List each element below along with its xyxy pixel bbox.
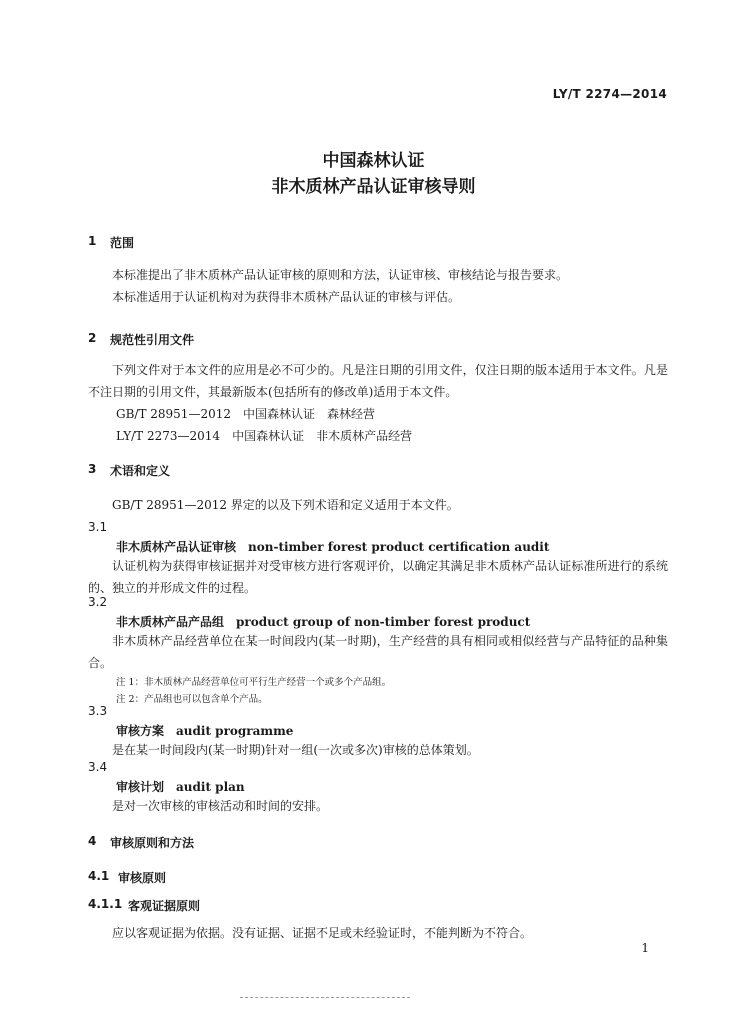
- section-3-body: [88, 494, 668, 516]
- term-definition: 认证机构为获得审核证据并对受审核方进行客观评价，以确定其满足非木质林产品认证标准所进行的系统的、独立的并形成文件的过程。: [88, 559, 668, 595]
- section-3-heading: [88, 462, 668, 479]
- term-3-1: [88, 516, 668, 599]
- term-name: [88, 778, 668, 795]
- paragraph: 本标准适用于认证机构对为获得非木质林产品认证的审核与评估。: [112, 290, 461, 304]
- term-name: [88, 722, 668, 739]
- term-definition: 是对一次审核的审核活动和时间的安排。: [112, 799, 329, 813]
- term-3-3: [88, 700, 668, 761]
- section-number: 3: [88, 462, 97, 476]
- reference-code: GB/T 28951—2012: [116, 407, 231, 421]
- document-title-line1: 中国森林认证: [322, 151, 425, 171]
- reference-subtitle: 森林经营: [327, 407, 376, 421]
- section-title: 范围: [110, 236, 135, 250]
- subsection-number: 4.1.1: [88, 897, 123, 911]
- term-zh: 审核计划: [116, 780, 165, 794]
- normative-reference: [88, 403, 668, 425]
- term-number: 3.2: [88, 595, 108, 609]
- section-2-body: [88, 359, 668, 447]
- note: 注 2：产品组也可以包含单个产品。: [116, 694, 268, 705]
- term-definition: 是在某一时间段内(某一时期)针对一组(一次或多次)审核的总体策划。: [112, 743, 479, 757]
- term-number: 3.1: [88, 520, 108, 534]
- paragraph: 下列文件对于本文件的应用是必不可少的。凡是注日期的引用文件，仅注日期的版本适用于本文件。凡是不注日期的引用文件，其最新版本(包括所有的修改单)适用于本文件。: [88, 363, 668, 399]
- term-zh: 非木质林产品产品组: [116, 615, 225, 629]
- term-zh: 审核方案: [116, 724, 165, 738]
- subsection-4-1-1-body: [88, 922, 668, 944]
- term-definition: 非木质林产品经营单位在某一时间段内(某一时期)，生产经营的具有相同或相似经营与产品特征的品种集合。: [88, 634, 668, 670]
- paragraph: 本标准提出了非木质林产品认证审核的原则和方法，认证审核、审核结论与报告要求。: [112, 268, 569, 282]
- subsection-4-1-heading: [88, 869, 668, 886]
- term-number: 3.4: [88, 760, 108, 774]
- section-2-heading: [88, 331, 668, 348]
- normative-reference: [88, 425, 668, 447]
- reference-subtitle: 非木质林产品经营: [316, 429, 413, 443]
- section-1-body: [88, 264, 668, 308]
- term-en: audit plan: [176, 780, 245, 794]
- reference-title: 中国森林认证: [242, 407, 315, 421]
- reference-title: 中国森林认证: [232, 429, 305, 443]
- section-title: 规范性引用文件: [110, 333, 195, 347]
- standard-code: LY/T 2274—2014: [552, 87, 667, 101]
- term-name: [88, 538, 668, 555]
- paragraph: 应以客观证据为依据。没有证据、证据不足或未经验证时，不能判断为不符合。: [112, 926, 533, 940]
- subsection-title: 客观证据原则: [128, 899, 201, 913]
- term-name: [88, 613, 668, 630]
- note: 注 1：非木质林产品经营单位可平行生产经营一个或多个产品组。: [116, 677, 392, 688]
- term-en: audit programme: [176, 724, 294, 738]
- term-en: product group of non-timber forest product: [236, 615, 531, 629]
- section-4-heading: [88, 834, 668, 851]
- term-number: 3.3: [88, 704, 108, 718]
- term-en: non-timber forest product certification audit: [248, 540, 550, 554]
- page-number: 1: [641, 941, 649, 955]
- subsection-number: 4.1: [88, 869, 110, 883]
- document-title-line2: 非木质林产品认证审核导则: [271, 177, 476, 197]
- section-title: 术语和定义: [110, 464, 171, 478]
- footer-rule: [240, 997, 410, 998]
- section-1-heading: [88, 234, 668, 251]
- term-3-4: [88, 756, 668, 817]
- term-zh: 非木质林产品认证审核: [116, 540, 237, 554]
- paragraph: GB/T 28951—2012 界定的以及下列术语和定义适用于本文件。: [112, 498, 459, 512]
- reference-code: LY/T 2273—2014: [116, 429, 221, 443]
- term-3-2: [88, 591, 668, 708]
- subsection-title: 审核原则: [118, 871, 167, 885]
- section-number: 4: [88, 834, 97, 848]
- section-number: 2: [88, 331, 97, 345]
- section-title: 审核原则和方法: [110, 836, 195, 850]
- subsection-4-1-1-heading: [88, 897, 668, 914]
- section-number: 1: [88, 234, 97, 248]
